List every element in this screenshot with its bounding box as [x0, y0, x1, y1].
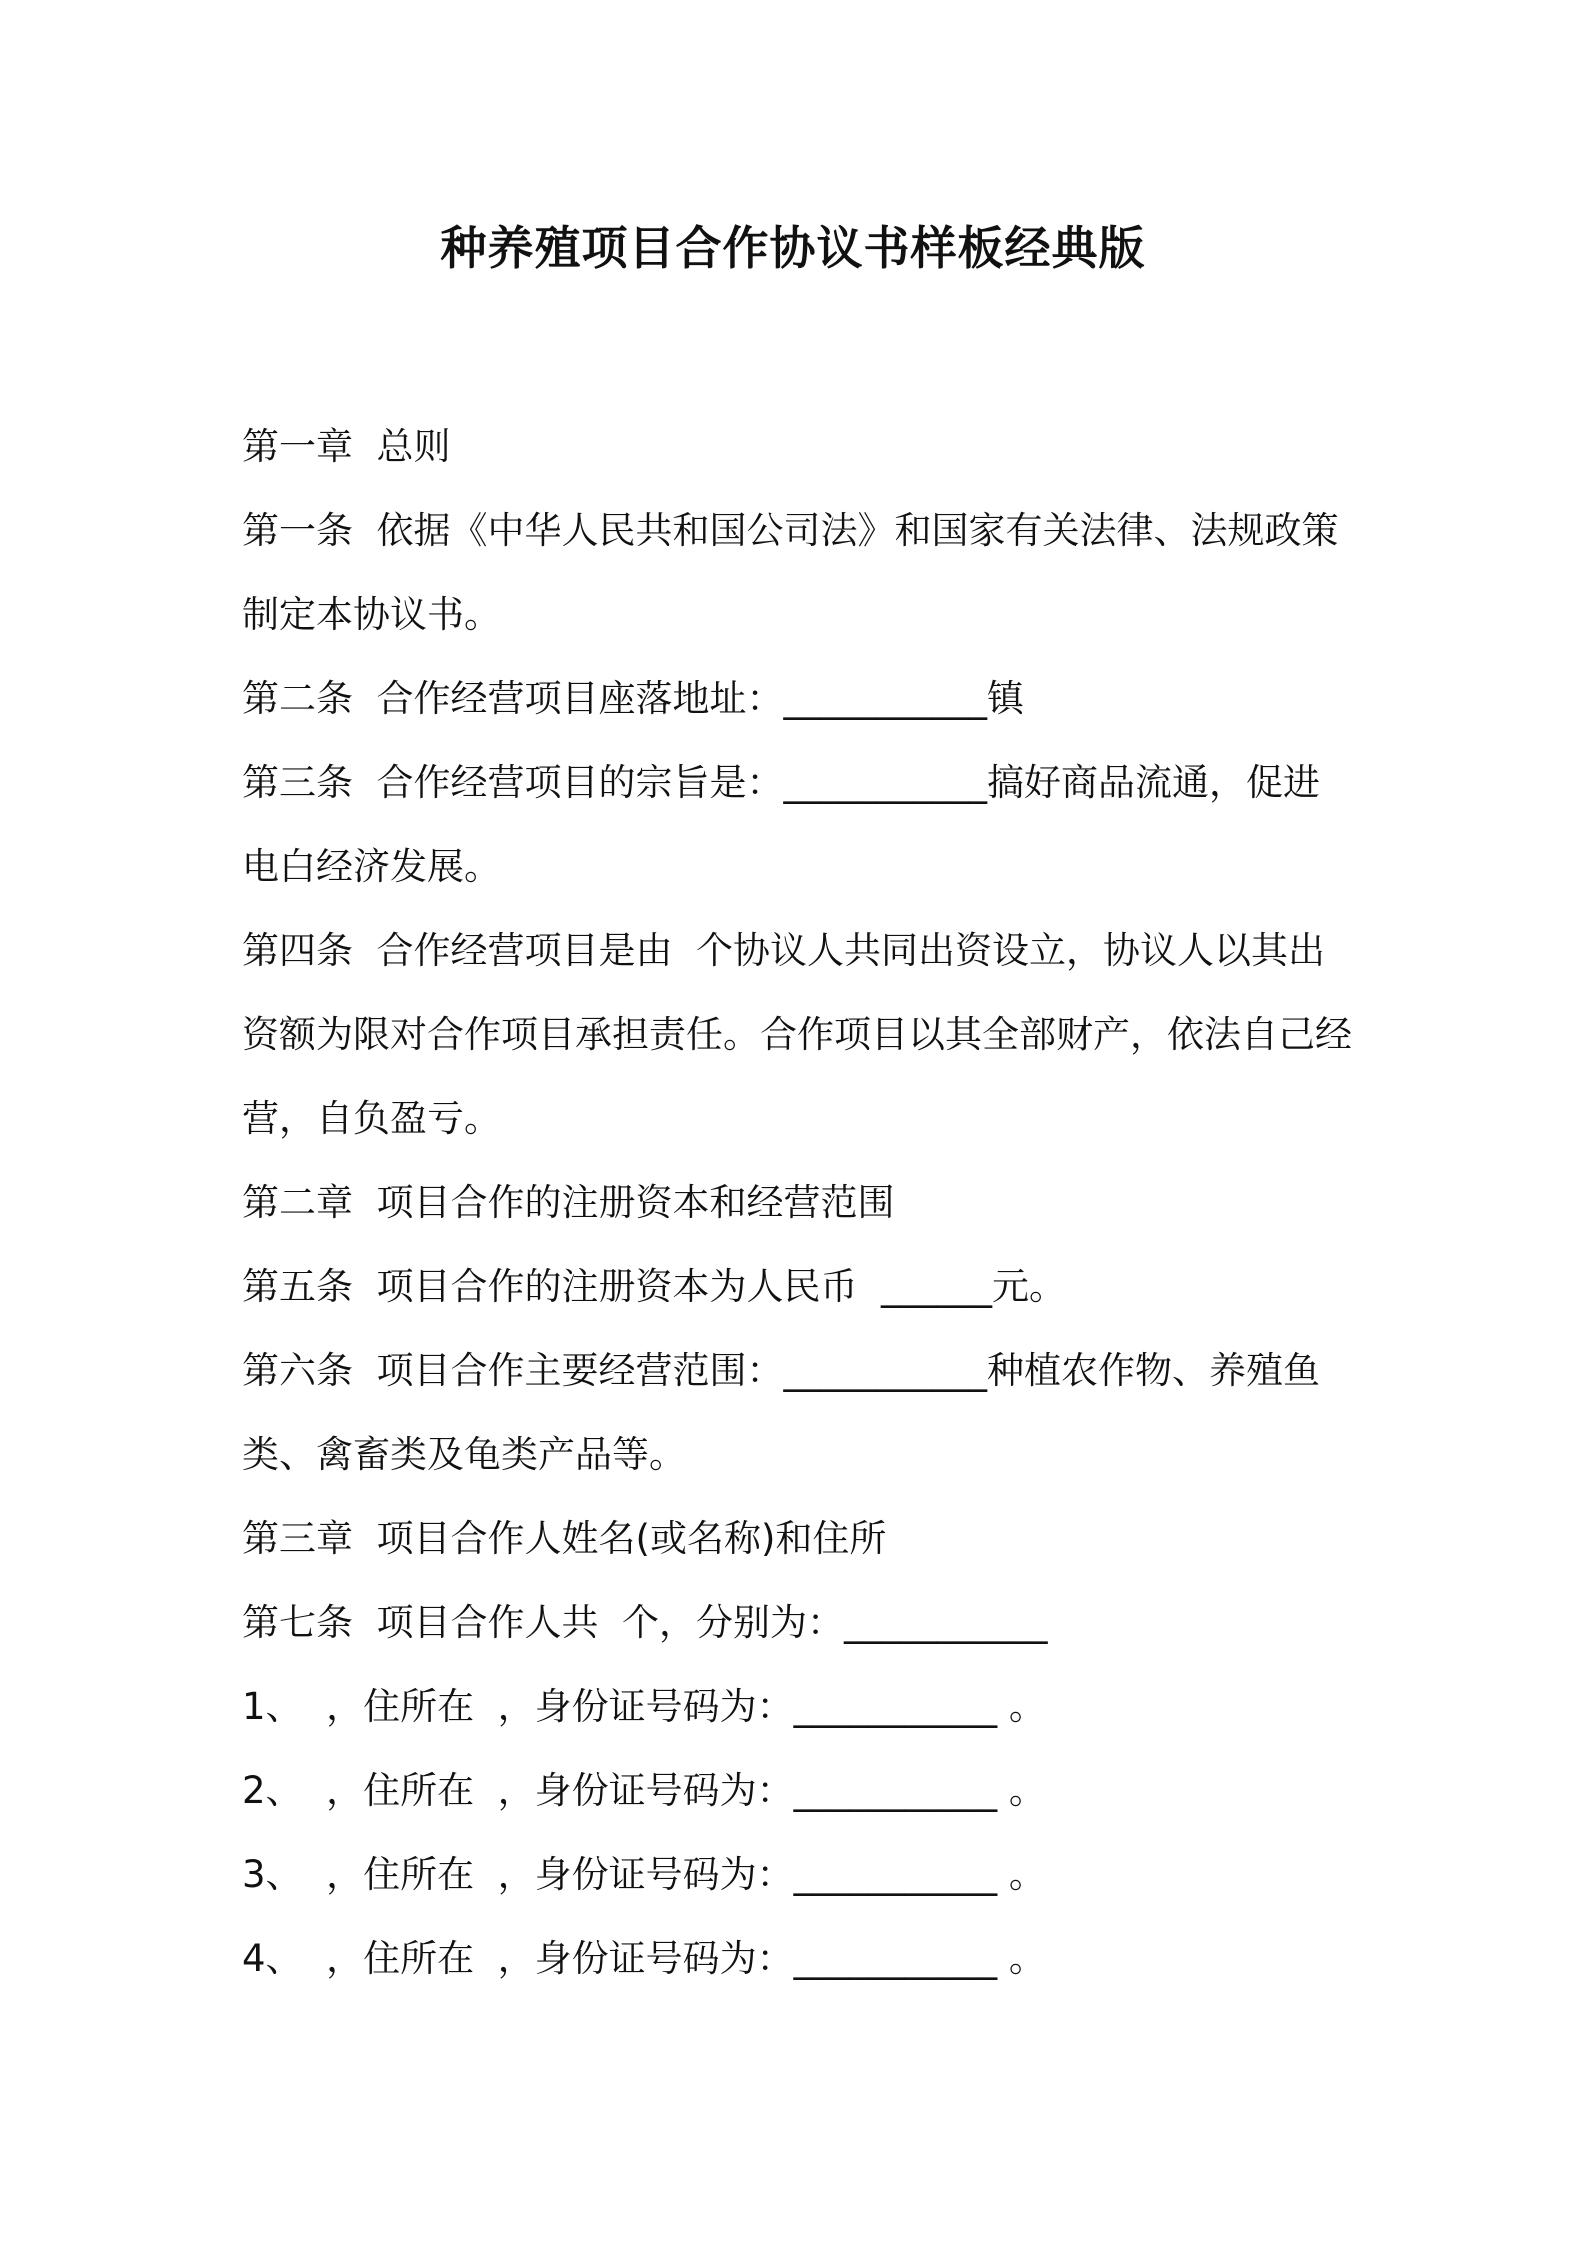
chapter-2-heading: 第二章 项目合作的注册资本和经营范围 — [242, 1181, 895, 1224]
article-5: 第五条 项目合作的注册资本为人民币 ______元。 — [242, 1265, 1067, 1308]
article-4: 第四条 合作经营项目是由 个协议人共同出资设立，协议人以其出资额为限对合作项目承担责任。合作项目以其全部财产，依法自己经营，自负盈亏。 — [242, 929, 1352, 1140]
article-7: 第七条 项目合作人共 个，分别为：___________ — [242, 1601, 1048, 1644]
article-3: 第三条 合作经营项目的宗旨是：___________搞好商品流通，促进电白经济发展。 — [242, 761, 1321, 888]
partner-item-1: 1、 ，住所在 ，身份证号码为：___________ 。 — [242, 1685, 1046, 1728]
chapter-3-heading: 第三章 项目合作人姓名(或名称)和住所 — [242, 1517, 887, 1560]
article-6: 第六条 项目合作主要经营范围：___________种植农作物、养殖鱼类、禽畜类及龟类产品等。 — [242, 1349, 1321, 1476]
partner-item-2: 2、 ，住所在 ，身份证号码为：___________ 。 — [242, 1769, 1046, 1812]
partner-item-4: 4、 ，住所在 ，身份证号码为：___________ 。 — [242, 1937, 1046, 1980]
article-1: 第一条 依据《中华人民共和国公司法》和国家有关法律、法规政策制定本协议书。 — [242, 509, 1339, 636]
partner-item-3: 3、 ，住所在 ，身份证号码为：___________ 。 — [242, 1853, 1046, 1896]
document-body — [242, 405, 1352, 2001]
article-2: 第二条 合作经营项目座落地址：___________镇 — [242, 677, 1025, 720]
document-title: 种养殖项目合作协议书样板经典版 — [440, 221, 1146, 275]
chapter-1-heading: 第一章 总则 — [242, 425, 451, 468]
